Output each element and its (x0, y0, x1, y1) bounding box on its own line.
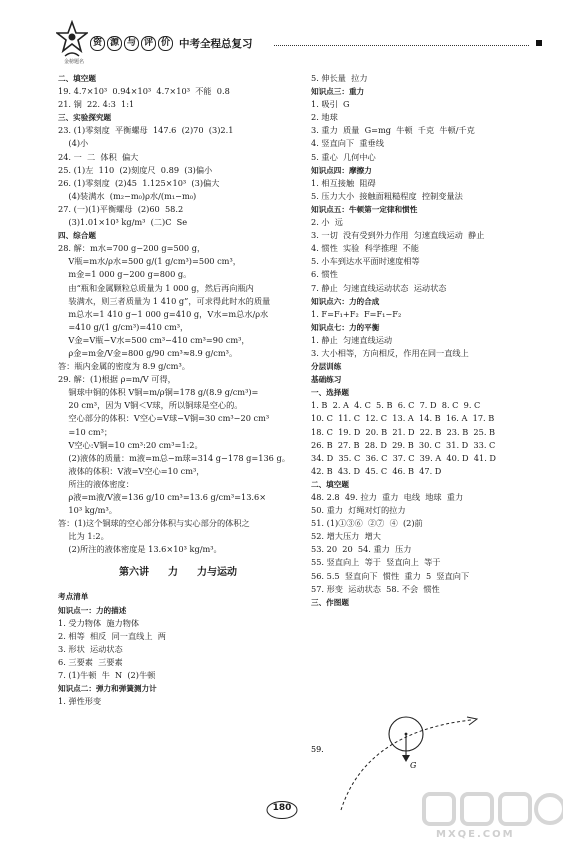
answer-line: (2)所注的液体密度是 13.6×10³ kg/m³。 (58, 544, 222, 555)
answer-line: 1. 吸引 G (311, 99, 350, 110)
answer-line: 28. 解：m水=700 g−200 g=500 g， (58, 243, 206, 254)
answer-line: 55. 竖直向上 等于 竖直向上 等于 (311, 557, 441, 568)
series-brand (90, 36, 253, 51)
knowledge-point-heading: 知识点一：力的描述 (58, 605, 127, 615)
brand-char: 资 (90, 36, 105, 51)
answer-line: 答：(1)这个铜球的空心部分体积与实心部分的体积之 (58, 518, 250, 529)
answer-line: 3. 一切 没有受到外力作用 匀速直线运动 静止 (311, 230, 485, 241)
header-dotted-rule (274, 45, 529, 46)
answer-line: 10. C 11. C 12. C 13. A 14. B 16. A 17. B (311, 413, 495, 424)
answer-line: 26. B 27. B 28. D 29. B 30. C 31. D 33. C (311, 439, 496, 450)
answer-line: 7. 静止 匀速直线运动状态 运动状态 (311, 282, 447, 293)
answer-line: 20 cm³，因为 V铜＜V球，所以铜球是空心的。 (58, 400, 243, 411)
knowledge-point-heading: 分层训练 (311, 362, 342, 372)
answer-line: 26. (1)零刻度 (2)45 1.125×10³ (3)偏大 (58, 177, 220, 188)
brand-char: 价 (158, 36, 173, 51)
answer-line: 1. 受力物体 施力物体 (58, 617, 140, 628)
knowledge-point-heading: 知识点七：力的平衡 (311, 322, 380, 332)
answer-line: 29. 解：(1)根据 ρ=m/V 可得， (58, 374, 176, 385)
gravity-arrow-head-icon (402, 755, 410, 762)
answer-line: 1. B 2. A 4. C 5. B 6. C 7. D 8. C 9. C (311, 400, 481, 411)
answer-line: 52. 增大压力 增大 (311, 531, 381, 542)
knowledge-point-heading: 知识点三：重力 (311, 87, 365, 97)
knowledge-point-heading: 知识点五：牛顿第一定律和惯性 (311, 204, 418, 214)
answer-line: 比为 1:2。 (58, 531, 109, 542)
answer-line: 答：瓶内金属的密度为 8.9 g/cm³。 (58, 361, 190, 372)
trajectory-arrowhead-icon (467, 717, 477, 725)
answer-line: 23. (1)零刻度 平衡螺母 147.6 (2)70 (3)2.1 (58, 125, 234, 136)
knowledge-point-heading: 基础练习 (311, 375, 342, 385)
section-heading: 三、实验探究题 (58, 113, 112, 123)
section-heading: 二、填空题 (58, 74, 96, 83)
answer-line: m金=1 000 g−200 g=800 g。 (58, 269, 192, 280)
watermark-text: MXQE.COM (436, 829, 515, 840)
answer-line: 6. 惯性 (311, 269, 338, 280)
answer-line: 48. 2.8 49. 拉力 重力 电线 地球 重力 (311, 492, 464, 502)
answer-line: 53. 20 20 54. 重力 压力 (311, 544, 412, 555)
knowledge-point-heading: 知识点六：力的合成 (311, 296, 380, 306)
answer-line: 1. 相互接触 阻碍 (311, 177, 376, 188)
logo-caption: 金榜题名 (63, 59, 84, 65)
answer-line: V金=V瓶−V水=500 cm³−410 cm³=90 cm³， (58, 334, 250, 345)
answer-line: 所注的液体密度： (58, 478, 134, 489)
answer-line: 铜球中铜的体积 V铜=m/ρ铜=178 g/(8.9 g/cm³)= (58, 387, 259, 398)
answer-line: (3)1.01×10³ kg/m³ (二)C Se (58, 217, 188, 228)
answer-line: 56. 5.5 竖直向下 惯性 重力 5 竖直向下 (311, 570, 470, 581)
answer-line: 34. D 35. C 36. C 37. C 39. A 40. D 41. D (311, 452, 496, 463)
answer-line: 24. 一 二 体积 偏大 (58, 151, 139, 162)
answer-line: 5. 压力大小 接触面粗糙程度 控制变量法 (311, 190, 463, 201)
answer-line: 空心部分的体积：V空心=V球−V铜=30 cm³−20 cm³ (58, 413, 270, 424)
answer-line: 1. 静止 匀速直线运动 (311, 334, 393, 345)
answer-line: 7. (1)牛顿 牛 N (2)牛顿 (58, 670, 156, 681)
answer-line: 51. (1)①③⑥ ②⑦ ④ (2)前 (311, 518, 423, 529)
answer-line: V空心:V铜=10 cm³:20 cm³=1:2。 (58, 439, 203, 450)
answer-line: 21. 铜 22. 4:3 1:1 (58, 99, 135, 110)
knowledge-point-heading: 知识点四：摩擦力 (311, 165, 372, 175)
knowledge-point-heading: 知识点二：弹力和弹簧测力计 (58, 684, 157, 694)
answer-line: m总水=1 410 g−1 000 g=410 g，V水=m总水/ρ水 (58, 308, 269, 319)
answer-line: 3. 形状 运动状态 (58, 643, 123, 654)
section-heading: 三、作图题 (311, 597, 349, 607)
brand-char: 评 (141, 36, 156, 51)
section-heading: 一、选择题 (311, 388, 349, 398)
answer-line: ρ金=m金/V金=800 g/90 cm³≈8.9 g/cm³。 (58, 347, 238, 358)
figure-question-number: 59. (311, 745, 324, 754)
star-scholar-logo-icon (56, 20, 88, 60)
knowledge-point-heading: 考点清单 (58, 592, 89, 602)
answer-line: 10³ kg/m³。 (58, 505, 117, 516)
answer-line: 5. 重心 几何中心 (311, 151, 376, 162)
answer-line: 5. 小车到达水平面时速度相等 (311, 256, 420, 267)
answer-column-left (58, 72, 298, 708)
answer-line: 2. 地球 (311, 112, 338, 123)
answer-line: 由“瓶和金属颗粒总质量为 1 000 g，然后再向瓶内 (58, 282, 254, 293)
page-number: 180 (272, 803, 292, 813)
answer-line: (4)小 (58, 138, 89, 149)
answer-line: V瓶=m水/ρ水=500 g/(1 g/cm³)=500 cm³， (58, 256, 241, 267)
answer-line: =10 cm³； (58, 426, 113, 437)
answer-line: 27. (一)(1)平衡螺母 (2)60 58.2 (58, 203, 184, 214)
section-heading: 四、综合题 (58, 231, 96, 241)
gravity-label: G (410, 761, 417, 770)
answer-line: 2. 相等 相反 同一直线上 两 (58, 630, 166, 641)
brand-char: 与 (124, 36, 139, 51)
answer-line: 4. 竖直向下 重垂线 (311, 138, 384, 149)
page-header (0, 0, 563, 64)
answer-line: 3. 重力 质量 G=mg 牛顿 千克 牛顿/千克 (311, 125, 475, 136)
answer-line: 25. (1)左 110 (2)刻度尺 0.89 (3)偏小 (58, 164, 213, 175)
answer-line: 57. 形变 运动状态 58. 不会 惯性 (311, 583, 440, 594)
header-square-marker (536, 40, 542, 46)
answer-line: 1. F=F₁+F₂ F=F₁−F₂ (311, 308, 402, 319)
chapter-title: 第六讲 力 力与运动 (119, 567, 237, 579)
answer-line: 3. 大小相等，方向相反，作用在同一直线上 (311, 347, 469, 358)
answer-line: 50. 重力 灯绳对灯的拉力 (311, 505, 406, 516)
answer-line: 装满水，则三者质量为 1 410 g”，可求得此时水的质量 (58, 295, 271, 306)
brand-char: 源 (107, 36, 122, 51)
answer-line: 1. 弹性形变 (58, 696, 102, 707)
answer-line: 19. 4.7×10³ 0.94×10³ 4.7×10³ 不能 0.8 (58, 86, 230, 97)
answer-line: 5. 伸长量 拉力 (311, 73, 368, 83)
answer-line: 液体的体积：V液=V空心=10 cm³， (58, 465, 205, 476)
series-title: 中考全程总复习 (179, 38, 253, 50)
answer-line: 42. B 43. D 45. C 46. B 47. D (311, 465, 442, 476)
answer-line: 18. C 19. D 20. B 21. D 22. B 23. B 25. B (311, 426, 496, 437)
answer-line: 4. 惯性 实验 科学推理 不能 (311, 243, 419, 254)
answer-line: =410 g/(1 g/cm³)=410 cm³， (58, 321, 189, 332)
answer-line: (4)装满水 (m₂−m₀)ρ水/(m₁−m₀) (58, 190, 197, 201)
answer-column-right (311, 72, 541, 609)
answer-line: (2)液体的质量：m液=m总−m球=314 g−178 g=136 g。 (58, 452, 290, 463)
answer-line: 6. 三要素 三要素 (58, 656, 123, 667)
answer-line: 2. 小 远 (311, 217, 343, 228)
answer-line: ρ液=m液/V液=136 g/10 cm³=13.6 g/cm³=13.6× (58, 492, 267, 502)
section-heading: 二、填空题 (311, 479, 349, 489)
